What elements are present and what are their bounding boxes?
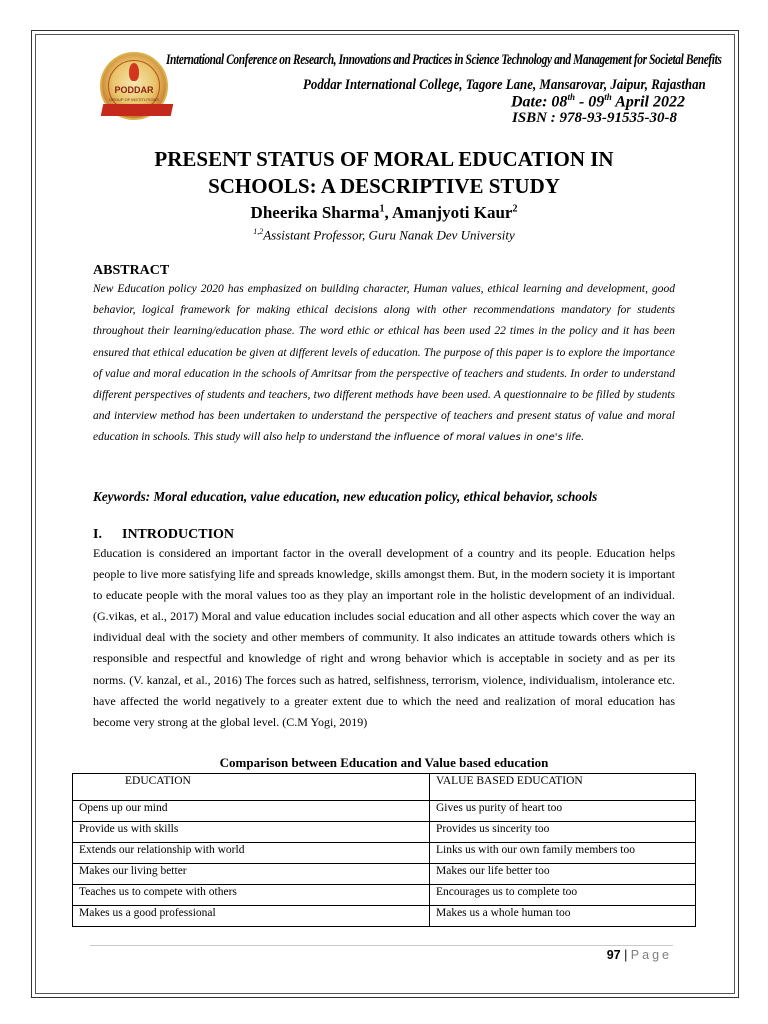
isbn: ISBN : 978-93-91535-30-8 xyxy=(512,110,677,126)
table-cell: Makes our living better xyxy=(73,864,430,885)
table-row xyxy=(73,885,696,906)
table-row xyxy=(73,864,696,885)
page-word: Page xyxy=(630,948,672,962)
table-row xyxy=(73,801,696,822)
footer-divider xyxy=(90,945,673,946)
footer-separator: | xyxy=(620,948,631,962)
table-header-cell: VALUE BASED EDUCATION xyxy=(430,774,696,801)
table-cell: Makes us a whole human too xyxy=(430,906,696,927)
conference-name: International Conference on Research, Innovations and Practices in Science Technology and Management for Societal Benefits xyxy=(166,52,722,68)
table-row xyxy=(73,843,696,864)
abstract-body xyxy=(93,279,675,449)
author-separator: , xyxy=(384,203,393,222)
paper-title xyxy=(60,146,708,200)
table-title: Comparison between Education and Value based education xyxy=(219,755,549,770)
page-number: 97 xyxy=(606,948,621,962)
author-2: Amanjyoti Kaur xyxy=(392,203,513,222)
logo-ribbon xyxy=(101,104,174,116)
affiliation-sup: 1,2 xyxy=(253,227,264,236)
affiliation-text: Assistant Professor, Guru Nanak Dev University xyxy=(263,227,515,243)
flame-icon xyxy=(129,63,139,81)
table-cell: Provide us with skills xyxy=(73,822,430,843)
table-cell: Gives us purity of heart too xyxy=(430,801,696,822)
conference-date xyxy=(511,92,685,111)
date-mid: - 09 xyxy=(574,93,605,111)
table-cell: Teaches us to compete with others xyxy=(73,885,430,906)
date-sup-2: th xyxy=(604,92,612,102)
table-header-cell: EDUCATION xyxy=(73,774,430,801)
author-1: Dheerika Sharma xyxy=(250,203,380,222)
comparison-table xyxy=(72,773,696,927)
table-cell: Provides us sincerity too xyxy=(430,822,696,843)
keywords: Keywords: Moral education, value education, new education policy, ethical behavior, schools xyxy=(93,489,598,504)
table-header-row xyxy=(73,774,696,801)
author-1-sup: 1 xyxy=(379,203,385,215)
date-sup-1: th xyxy=(567,92,575,102)
logo-text: PODDAR xyxy=(114,85,154,95)
table-cell: Links us with our own family members too xyxy=(430,843,696,864)
logo-subtext: GROUP OF INSTITUTIONS xyxy=(108,97,160,102)
abstract-period: . xyxy=(581,431,584,444)
introduction-body: Education is considered an important factor in the overall development of a country and its people. Education helps people to live more satisfying life and spreads knowledge, skills amongst them. But, in the modern society it is important to educate people with the moral values too as they play an important role in the holistic development of an individual. (G.vikas, et al., 2017) Moral and value education includes social education and all other aspects which cover the way an individual deal with the society and other members of community. It also indicates an attitude towards others which is responsible and respectful and knowledge of right and wrong behavior which is acceptable in society and as per its norms. (V. kanzal, et al., 2016) The forces such as hatred, selfishness, terrorism, violence, individualism, intolerance etc. have affected the world negatively to a greater extent due to which the need and realization of moral education has become very strong at the global level. (C.M Yogi, 2019) xyxy=(93,546,675,729)
section-number: I. xyxy=(93,527,102,542)
author-2-sup: 2 xyxy=(512,203,518,215)
page-footer xyxy=(607,948,672,962)
title-line-2: SCHOOLS: A DESCRIPTIVE STUDY xyxy=(208,174,560,198)
abstract-text: New Education policy 2020 has emphasized on building character, Human values, ethical learning and development, good behavior, logical framework for making ethical decisions along with other recommendations mandatory for students throughout their learning/education phase. The word ethic or ethical has been used 22 times in the policy and it has been ensured that ethical education be given at different levels of education. The purpose of this paper is to explore the importance of value and moral education in the schools of Amritsar from the perspective of teachers and students. In order to understand different perspectives of students and teachers, two different methods have been used. A questionnaire to be filled by students and interview method has been undertaken to understand the perspective of teachers and present status of value and moral education in schools. This study will also help to understand xyxy=(93,283,675,444)
affiliation xyxy=(60,227,708,243)
table-cell: Makes us a good professional xyxy=(73,906,430,927)
table-cell: Extends our relationship with world xyxy=(73,843,430,864)
date-suffix: April 2022 xyxy=(611,93,685,111)
table-row xyxy=(73,822,696,843)
table-cell: Opens up our mind xyxy=(73,801,430,822)
college-address: Poddar International College, Tagore Lane, Mansarovar, Jaipur, Rajasthan xyxy=(303,77,706,93)
section-heading: INTRODUCTION xyxy=(122,527,235,542)
table-cell: Encourages us to complete too xyxy=(430,885,696,906)
table-cell: Makes our life better too xyxy=(430,864,696,885)
abstract-text-end: the influence of moral values in one's life xyxy=(374,432,582,444)
authors xyxy=(60,203,708,223)
table-row xyxy=(73,906,696,927)
date-prefix: Date: 08 xyxy=(511,93,568,111)
abstract-heading: ABSTRACT xyxy=(93,263,170,278)
title-line-1: PRESENT STATUS OF MORAL EDUCATION IN xyxy=(154,147,614,171)
